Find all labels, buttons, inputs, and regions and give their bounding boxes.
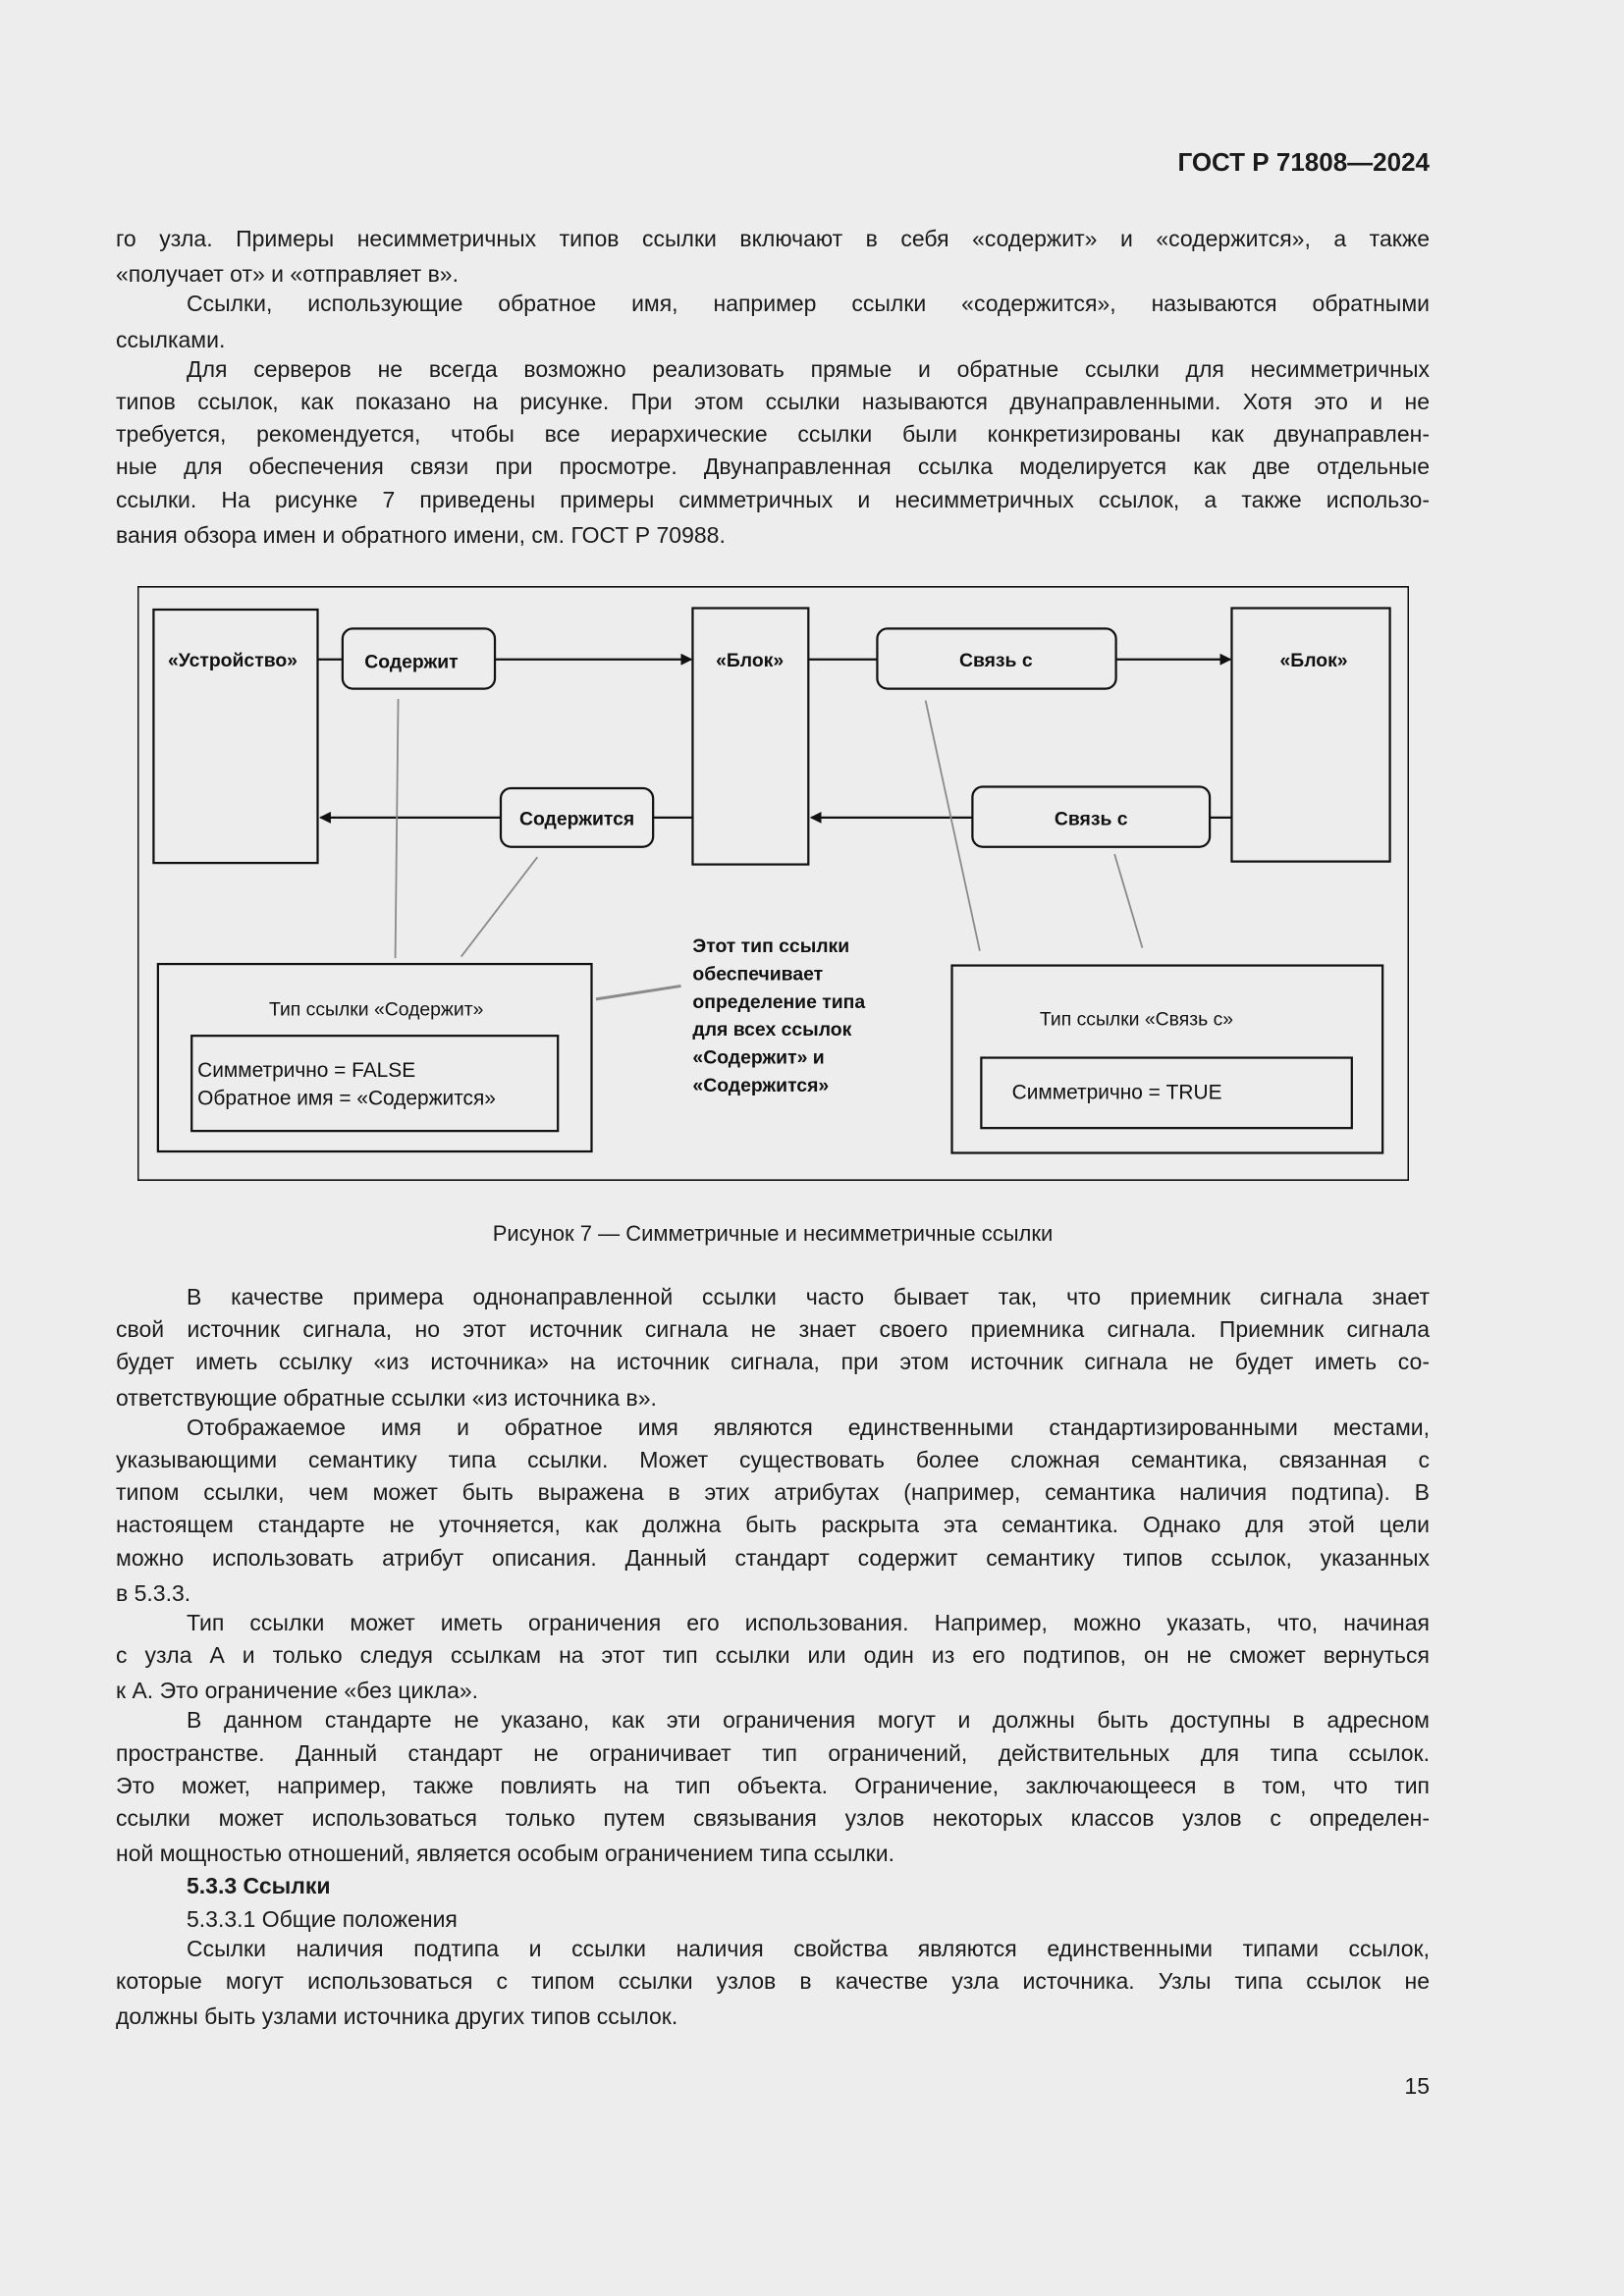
note-line: «Содержит» и — [692, 1046, 825, 1069]
contained-in-label: Содержится — [518, 808, 635, 830]
symmetric-true: Симметрично = TRUE — [1011, 1081, 1222, 1104]
text-line: должны быть узлами источника других типов ссылок. — [116, 2003, 678, 2030]
note-line: для всех ссылок — [692, 1019, 852, 1041]
text-top — [116, 226, 1430, 552]
text-line: ные для обеспечения связи при просмотре. Двунаправленная ссылка моделируется как две отдельные — [116, 454, 1430, 480]
text-line: указывающими семантику типа ссылки. Может существовать более сложная семантика, связанная с — [116, 1446, 1430, 1472]
block-node-right — [1231, 609, 1389, 862]
text-line: Для серверов не всегда возможно реализовать прямые и обратные ссылки для несимметричных — [187, 355, 1430, 382]
subsection-heading: 5.3.3.1 Общие положения — [187, 1905, 458, 1932]
text-line: можно использовать атрибут описания. Данный стандарт содержит семантику типов ссылок, указанных — [116, 1544, 1430, 1571]
contains-type-box — [158, 964, 592, 1151]
text-line: типом ссылки, чем может быть выражена в этих атрибутах (например, семантика наличия подтипа). В — [116, 1479, 1430, 1506]
figure-caption: Рисунок 7 — Симметричные и несимметричные ссылки — [492, 1221, 1054, 1246]
note-line: определение типа — [692, 990, 866, 1013]
contains-label: Содержит — [364, 651, 459, 673]
text-line: Ссылки наличия подтипа и ссылки наличия свойства являются единственными типами ссылок, — [187, 1935, 1430, 1961]
text-line: Отображаемое имя и обратное имя являются единственными стандартизированными местами, — [187, 1414, 1430, 1440]
contains-type-title: Тип ссылки «Содержит» — [268, 998, 484, 1021]
text-line: будет иметь ссылку «из источника» на источник сигнала, при этом источник сигнала не будет иметь со- — [116, 1349, 1430, 1375]
text-line: В качестве примера однонаправленной ссылки часто бывает так, что приемник сигнала знает — [187, 1284, 1430, 1309]
text-line: «получает от» и «отправляет в». — [116, 261, 459, 288]
text-line: вания обзора имен и обратного имени, см. ГОСТ Р 70988. — [116, 521, 726, 548]
text-line: пространстве. Данный стандарт не ограничивает тип ограничений, действительных для типа ссылок. — [116, 1739, 1430, 1766]
text-line: в 5.3.3. — [116, 1579, 191, 1606]
block-label-right: «Блок» — [1279, 650, 1348, 672]
link-to-type-box — [952, 966, 1383, 1153]
text-line: ответствующие обратные ссылки «из источника в». — [116, 1384, 657, 1411]
document-header: ГОСТ Р 71808—2024 — [1177, 147, 1430, 177]
note-line: «Содержится» — [692, 1074, 830, 1096]
symmetric-false: Симметрично = FALSE — [197, 1058, 416, 1082]
text-line: типов ссылок, как показано на рисунке. При этом ссылки называются двунаправленными. Хотя это и не — [116, 388, 1430, 414]
device-node — [153, 610, 317, 863]
block-label: «Блок» — [716, 650, 785, 672]
text-line: Это может, например, также повлиять на тип объекта. Ограничение, заключающееся в том, что тип — [116, 1772, 1430, 1798]
link-to-label-bottom: Связь с — [1054, 808, 1128, 830]
text-line: требуется, рекомендуется, чтобы все иерархические ссылки были конкретизированы как двунаправлен- — [116, 421, 1430, 448]
text-line: ссылками. — [116, 326, 226, 352]
text-line: ссылки может использоваться только путем связывания узлов некоторых классов узлов с определен- — [116, 1805, 1430, 1831]
text-bottom — [116, 1284, 1430, 2033]
text-line: свой источник сигнала, но этот источник сигнала не знает своего приемника сигнала. Приемник сигнала — [116, 1316, 1430, 1343]
text-line: ссылки. На рисунке 7 приведены примеры симметричных и несимметричных ссылок, а также использо- — [116, 486, 1430, 512]
text-line: с узла А и только следуя ссылкам на этот тип ссылки или один из его подтипов, он не сможет вернуться — [116, 1642, 1430, 1669]
device-label: «Устройство» — [167, 650, 298, 672]
figure-7-diagram — [137, 586, 1409, 1181]
page-number: 15 — [1404, 2073, 1430, 2099]
text-line: го узла. Примеры несимметричных типов ссылки включают в себя «содержит» и «содержится», а также — [116, 226, 1430, 251]
note-line: Этот тип ссылки — [692, 935, 850, 958]
text-line: В данном стандарте не указано, как эти ограничения могут и должны быть доступны в адресном — [187, 1707, 1430, 1734]
connector-line — [461, 857, 538, 956]
section-heading: 5.3.3 Ссылки — [187, 1873, 331, 1899]
connector-line — [596, 986, 681, 998]
inverse-name: Обратное имя = «Содержится» — [197, 1087, 496, 1110]
link-to-type-title: Тип ссылки «Связь с» — [1039, 1008, 1234, 1031]
link-to-label: Связь с — [958, 650, 1033, 672]
text-line: Ссылки, использующие обратное имя, например ссылки «содержится», называются обратными — [187, 291, 1430, 317]
text-line: к А. Это ограничение «без цикла». — [116, 1678, 479, 1704]
connector-line — [1114, 854, 1142, 947]
text-line: Тип ссылки может иметь ограничения его использования. Например, можно указать, что, начиная — [187, 1609, 1430, 1635]
text-line: которые могут использоваться с типом ссылки узлов в качестве узла источника. Узлы типа ссылок не — [116, 1967, 1430, 1994]
connector-line — [396, 699, 399, 958]
note-line: обеспечивает — [692, 963, 824, 986]
block-node — [692, 609, 808, 865]
text-line: настоящем стандарте не уточняется, как должна быть раскрыта эта семантика. Однако для этой цели — [116, 1512, 1430, 1538]
text-line: ной мощностью отношений, является особым ограничением типа ссылки. — [116, 1841, 894, 1867]
